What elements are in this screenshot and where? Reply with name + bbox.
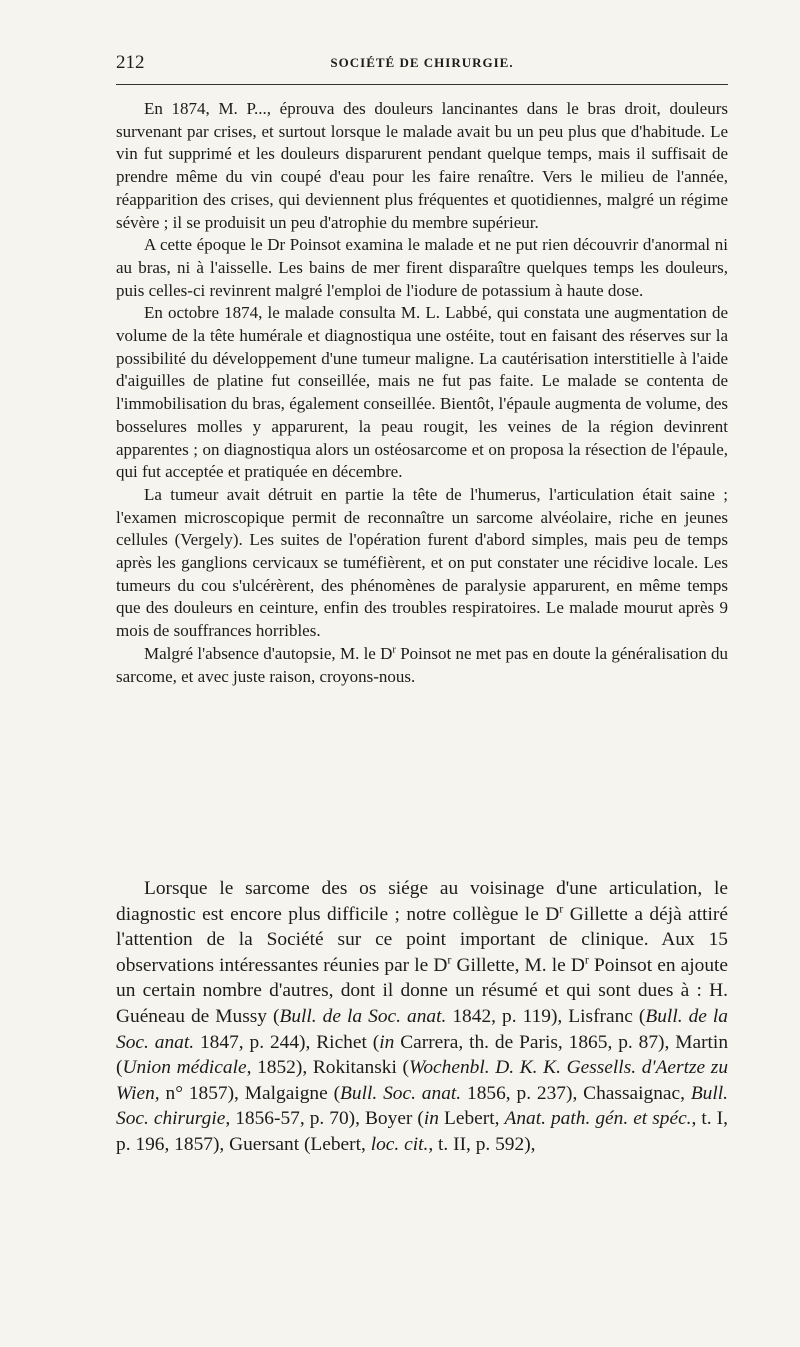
text-run: , t. II, p. 592), (428, 1133, 536, 1155)
running-head (116, 52, 728, 78)
text-run: Gillette a déjà attiré l'attention de la Société sur ce point important de clinique. Aux 15 observations intéressantes réunies par le D (116, 903, 728, 976)
text-run: , t. I, p. 196, 1857), Guersant (Lebert, (116, 1108, 728, 1155)
text-run: Lorsque le sarcome des os siége au voisinage d'une articulation, le diagnostic est encore plus difficile ; notre collègue le D (116, 878, 728, 925)
text-run: 1847, p. 244), Richet ( (194, 1031, 380, 1053)
citation-title: Bull. de la Soc. anat. (279, 1005, 447, 1027)
case-paragraph-5 (116, 643, 728, 688)
case-paragraph-4: La tumeur avait détruit en partie la tête de l'humerus, l'articulation était saine ; l'examen microscopique permit de reconnaître un sarcome alvéolaire, riche en jeunes cellules (Vergely). Les suites de l'opération furent d'abord simples, mais peu de temps après les ganglions cervicaux se tuméfièrent, et on put constater une récidive locale. Les tumeurs du cou s'ulcérèrent, des phénomènes de paralysie apparurent, en même temps que des douleurs en ceinture, enfin des troubles respiratoires. Le malade mourut après 9 mois de souffrances horribles. (116, 484, 728, 641)
citation-title: Bull. de la Soc. anat. (116, 1005, 728, 1053)
text-run: 1842, p. 119), Lisfranc ( (446, 1005, 646, 1027)
citation-title: in (379, 1031, 395, 1053)
main-text-block (116, 876, 728, 1158)
text-run: Poinsot ne met pas en doute la généralisation du sarcome, et avec juste raison, croyons-nous. (116, 643, 728, 686)
citation-title: Bull. Soc. anat. (340, 1082, 462, 1104)
case-report-block (116, 98, 728, 688)
citation-title: Wochenbl. D. K. K. Gessells. d'Aertze zu Wien, (116, 1057, 729, 1104)
page-number: 212 (116, 52, 145, 73)
text-run: Carrera, th. de Paris, 1865, p. 87), Martin ( (116, 1031, 729, 1079)
text-run: 1856-57, p. 70), Boyer ( (230, 1108, 424, 1130)
superscript: r (584, 952, 589, 967)
text-run: n° 1857), Malgaigne ( (159, 1082, 341, 1104)
case-paragraph-3: En octobre 1874, le malade consulta M. L. Labbé, qui constata une augmentation de volume de la tête humérale et diagnostiqua une ostéite, tout en faisant des réserves sur la possibilité du développement d'une tumeur maligne. La cautérisation interstitielle à l'aide d'aiguilles de platine fut conseillée, mais ne fut pas faite. Le malade se contenta de l'immobilisation du bras, également conseillée. Bientôt, l'épaule augmenta de volume, des bosselures molles y apparurent, la peau rougit, les veines de la région devinrent apparentes ; on diagnostiqua alors un ostéosarcome et on proposa la résection de l'épaule, qui fut acceptée et pratiquée en décembre. (116, 303, 728, 482)
text-run: Lebert, (438, 1108, 505, 1130)
superscript: r (559, 901, 564, 916)
citation-title: in (423, 1108, 439, 1130)
case-paragraph-2: A cette époque le Dr Poinsot examina le malade et ne put rien découvrir d'anormal ni au bras, ni à l'aisselle. Les bains de mer firent disparaître quelques temps les douleurs, puis celles-ci revinrent malgré l'emploi de l'iodure de potassium à haute dose. (116, 235, 728, 300)
text-run: Gillette, M. le D (451, 954, 585, 976)
text-run: , 1852), Rokitanski ( (246, 1057, 409, 1079)
superscript: r (392, 644, 396, 656)
main-paragraph (116, 876, 728, 1158)
text-run: Poinsot en ajoute un certain nombre d'autres, dont il donne un résumé et qui sont dues à : H. Guéneau de Mussy ( (116, 954, 729, 1027)
journal-title: SOCIÉTÉ DE CHIRURGIE. (330, 55, 514, 70)
citation-title: loc. cit. (370, 1133, 429, 1155)
header-rule (116, 84, 728, 85)
superscript: r (447, 952, 452, 967)
citation-title: Bull. Soc. chirurgie, (116, 1082, 728, 1130)
case-paragraph-1: En 1874, M. P..., éprouva des douleurs lancinantes dans le bras droit, douleurs survenant par crises, et surtout lorsque le malade avait bu un peu plus que d'habitude. Le vin fut supprimé et les douleurs disparurent pendant quelque temps, mais il suffisait de prendre même du vin coupé d'eau pour les faire renaître. Vers le milieu de l'année, réapparition des crises, qui deviennent plus fréquentes et quotidiennes, malgré un régime sévère ; il se produisit un peu d'atrophie du membre supérieur. (116, 99, 728, 232)
citation-title: Union médicale (122, 1057, 247, 1079)
text-run: 1856, p. 237), Chassaignac, (461, 1082, 691, 1104)
citation-title: Anat. path. gén. et spéc. (504, 1108, 692, 1130)
text-run: Malgré l'absence d'autopsie, M. le D (144, 643, 393, 663)
